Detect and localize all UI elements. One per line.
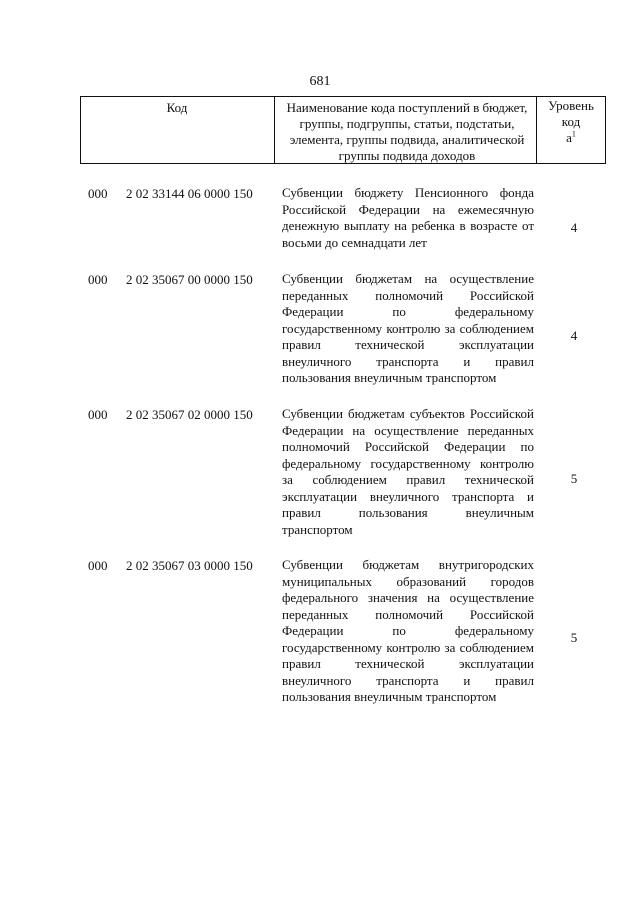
row-3-description: Субвенции бюджетам субъектов Российской Федерации на осуществление переданных полномочий Российской Федерации по федеральному государственному контролю за соблюдением правил технической эксплуатации внеуличного транспорта и правил пользования внеуличным транспортом: [282, 406, 534, 537]
row-2-income-code: 2 02 35067 00 0000 150: [126, 272, 253, 287]
row-1-admin-code: 000: [88, 186, 108, 201]
row-1-level: 4: [570, 220, 578, 235]
row-3-income-code: 2 02 35067 02 0000 150: [126, 407, 253, 422]
row-2-admin-code: 000: [88, 272, 108, 287]
page-number: 681: [309, 74, 331, 89]
header-right-border: [605, 96, 606, 164]
header-level-footnote: 1: [571, 129, 576, 139]
row-4-description: Субвенции бюджетам внутригородских муниципальных образований городов федерального значения на осуществление переданных полномочий Российской Федерации по федеральному государственному контролю за соблюдением правил технической эксплуатации внеуличного транспорта и правил пользования внеуличным транспортом: [282, 557, 534, 704]
row-1-description: Субвенции бюджету Пенсионного фонда Российской Федерации на ежемесячную денежную выплату на ребенка в возрасте от восьми до семнадцати лет: [282, 185, 534, 250]
header-divider-1: [274, 96, 275, 164]
header-level-text: Уровень код: [548, 98, 594, 129]
row-1-income-code: 2 02 33144 06 0000 150: [126, 186, 253, 201]
row-4-admin-code: 000: [88, 558, 108, 573]
row-4-level: 5: [570, 630, 578, 645]
header-code: Код: [166, 100, 188, 115]
header-top-border: [80, 96, 606, 97]
row-4-income-code: 2 02 35067 03 0000 150: [126, 558, 253, 573]
row-2-level: 4: [570, 328, 578, 343]
row-3-admin-code: 000: [88, 407, 108, 422]
row-2-description: Субвенции бюджетам на осуществление переданных полномочий Российской Федерации по федеральному государственному контролю за соблюдением правил технической эксплуатации внеуличного транспорта и правил пользования внеуличным транспортом: [282, 271, 534, 385]
header-level: [538, 98, 604, 146]
header-name: Наименование кода поступлений в бюджет, группы, подгруппы, статьи, подстатьи, элемента, группы подвида, аналитической группы подвида доходов: [286, 100, 528, 163]
row-3-level: 5: [570, 471, 578, 486]
header-left-border: [80, 96, 81, 164]
header-level-suffix: а: [566, 130, 572, 145]
